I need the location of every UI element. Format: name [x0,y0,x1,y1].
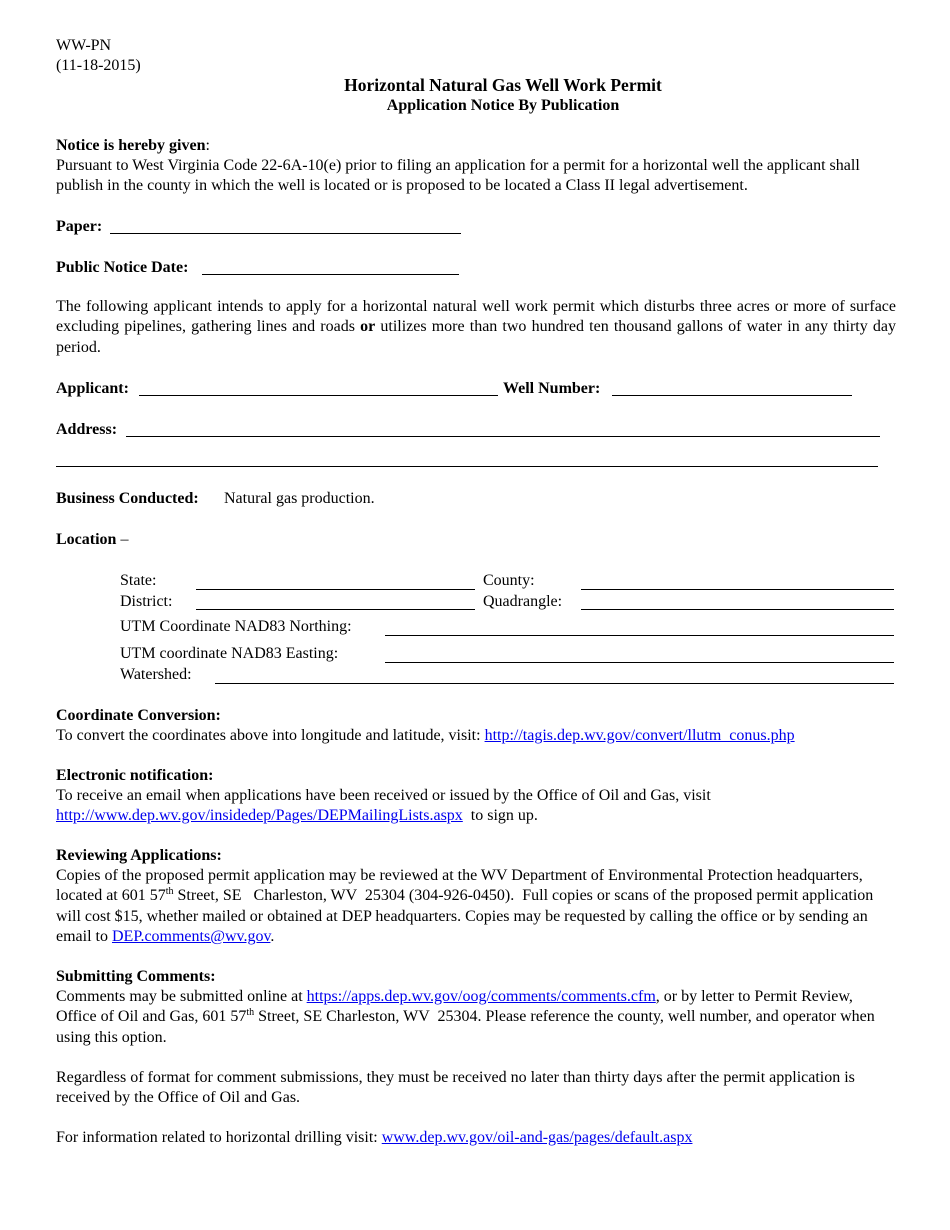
submitting-text-c: Street, SE Charleston, WV 25304. Please reference the county, well number, and operator when using this option. [56,1008,879,1046]
electronic-notification-heading: Electronic notification: [56,767,214,784]
watershed-field[interactable] [215,683,894,684]
district-label: District: [120,593,173,610]
horizontal-drilling-link[interactable]: www.dep.wv.gov/oil-and-gas/pages/default.aspx [381,1129,693,1146]
page-title: Horizontal Natural Gas Well Work Permit [344,75,662,95]
notice-heading-line [56,136,210,156]
regardless-paragraph: Regardless of format for comment submissions, they must be received no later than thirty days after the permit application is received by the Office of Oil and Gas. [56,1069,855,1107]
address-field[interactable] [126,436,880,437]
paper-label: Paper: [56,218,103,235]
page-subtitle: Application Notice By Publication [386,97,620,114]
reviewing-text-b: Street, SE Charleston, WV 25304 (304-926-0450). Full copies or scans of the proposed permit application will cost $15, whether mailed or obtained at DEP headquarters. Copies may be requested by calling the office or by sending an email to [56,887,878,945]
well-number-label: Well Number: [503,380,601,397]
form-id: WW-PN [56,37,112,54]
address-label: Address: [56,421,118,438]
submitting-text-b: , or by letter to Permit Review, Office of Oil and Gas, 601 57 [56,988,853,1026]
state-label: State: [120,572,157,589]
location-heading-line [56,530,128,550]
reviewing-text-a: Copies of the proposed permit application may be reviewed at the WV Department of Environmental Protection headquarters, located at 601 57 [56,867,863,905]
electronic-notification-after: to sign up. [462,807,538,824]
electronic-notification-text: To receive an email when applications have been received or issued by the Office of Oil and Gas, visit [56,787,711,804]
public-notice-date-field[interactable] [202,274,459,275]
business-label: Business Conducted: [56,490,199,507]
notice-heading: Notice is hereby given [56,137,206,154]
coordinate-conversion-link[interactable]: http://tagis.dep.wv.gov/convert/llutm_conus.php [484,727,795,744]
paper-field[interactable] [110,233,461,234]
notice-text: Pursuant to West Virginia Code 22-6A-10(e) prior to filing an application for a permit for a horizontal well the applicant shall publish in the county in which the well is located or is proposed to be located a Class II legal advertisement. [56,157,860,195]
coordinate-conversion-heading: Coordinate Conversion: [56,707,221,724]
info-line [56,1128,692,1148]
reviewing-heading: Reviewing Applications: [56,847,222,864]
submitting-text-a: Comments may be submitted online at [56,988,307,1005]
coordinate-conversion-text: To convert the coordinates above into longitude and latitude, visit: [56,727,485,744]
address-line2-field[interactable] [56,466,878,467]
comments-link[interactable]: https://apps.dep.wv.gov/oog/comments/comments.cfm [306,988,656,1005]
submitting-heading: Submitting Comments: [56,968,216,985]
public-notice-date-label: Public Notice Date: [56,259,189,276]
watershed-label: Watershed: [120,666,192,683]
intent-paragraph [56,297,896,358]
district-field[interactable] [196,609,475,610]
reviewing-sup: th [165,886,174,898]
submitting-paragraph [56,987,896,1048]
applicant-field[interactable] [139,395,498,396]
intent-text-a: The following applicant intends to apply for a horizontal natural well work permit which disturbs three acres or more of surface excluding pipelines, gathering lines and roads [56,298,896,336]
applicant-label: Applicant: [56,380,129,397]
northing-label: UTM Coordinate NAD83 Northing: [120,618,352,635]
reviewing-paragraph [56,866,896,947]
electronic-notification-line [56,806,538,826]
quadrangle-label: Quadrangle: [483,593,563,610]
northing-field[interactable] [385,635,894,636]
coordinate-conversion-line [56,726,795,746]
notice-colon: : [205,137,210,154]
form-date: (11-18-2015) [56,57,141,74]
business-value: Natural gas production. [224,490,375,507]
county-field[interactable] [581,589,894,590]
location-dash: – [120,531,129,548]
submitting-sup: th [246,1007,255,1019]
easting-field[interactable] [385,662,894,663]
dep-comments-email-link[interactable]: DEP.comments@wv.gov [111,927,271,945]
intent-text-bold: or [360,318,376,336]
state-field[interactable] [196,589,475,590]
mailing-lists-link[interactable]: http://www.dep.wv.gov/insidedep/Pages/DEPMailingLists.aspx [56,807,463,824]
well-number-field[interactable] [612,395,852,396]
quadrangle-field[interactable] [581,609,894,610]
intent-text-b: utilizes more than two hundred ten thousand gallons of water in any thirty day period. [56,318,896,356]
reviewing-end: . [270,927,275,945]
county-label: County: [483,572,535,589]
location-heading: Location [56,531,117,548]
easting-label: UTM coordinate NAD83 Easting: [120,645,339,662]
info-text: For information related to horizontal drilling visit: [56,1129,382,1146]
